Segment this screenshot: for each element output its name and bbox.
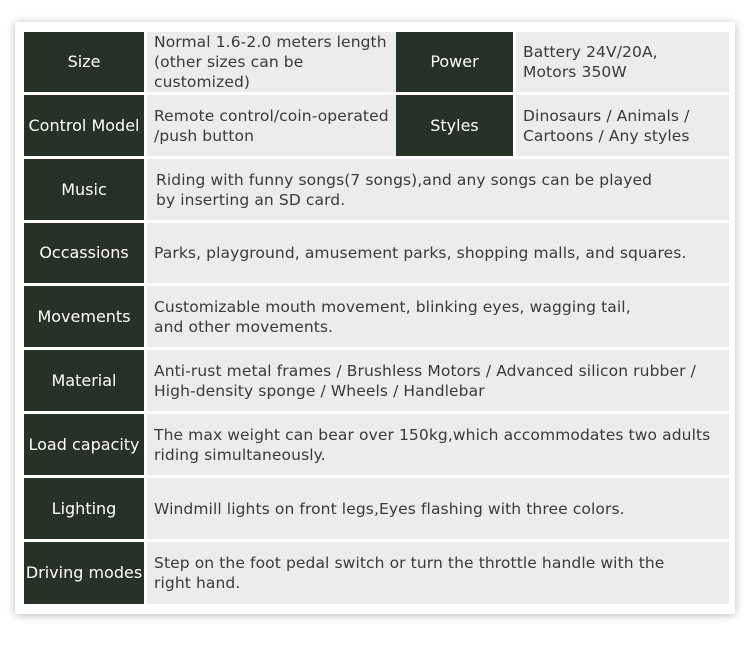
value-line: Motors 350W <box>523 63 627 81</box>
value-material <box>147 350 729 411</box>
label-text: Size <box>67 52 101 71</box>
value-line: Normal 1.6-2.0 meters length <box>154 33 387 51</box>
label-material <box>24 350 144 411</box>
label-text: Power <box>430 52 479 71</box>
value-line: Parks, playground, amusement parks, shopping malls, and squares. <box>154 244 687 262</box>
value-line: Remote control/coin-operated <box>154 106 389 125</box>
value-line: Battery 24V/20A, <box>523 43 658 61</box>
value-line: /push button <box>154 126 255 145</box>
label-text: Styles <box>430 115 479 135</box>
spec-row-size-power <box>24 32 729 92</box>
value-line: Step on the foot pedal switch or turn the throttle handle with the <box>154 554 665 572</box>
spec-row-material <box>24 350 729 411</box>
spec-row-driving-modes <box>24 542 729 604</box>
spec-row-movements <box>24 286 729 347</box>
value-line: Anti-rust metal frames / Brushless Motors / Advanced silicon rubber / <box>154 361 696 380</box>
spec-row-lighting <box>24 478 729 539</box>
value-occassions <box>147 223 729 283</box>
value-line: (other sizes can be customized) <box>154 53 304 91</box>
value-line: right hand. <box>154 574 241 592</box>
value-load-capacity <box>147 414 729 475</box>
label-text: Music <box>61 179 107 199</box>
value-styles <box>516 95 729 156</box>
label-styles <box>396 95 513 156</box>
value-music <box>147 159 729 220</box>
value-line: Customizable mouth movement, blinking eyes, wagging tail, <box>154 297 631 316</box>
label-text: Load <box>28 434 67 454</box>
label-text: capacity <box>71 434 140 454</box>
value-line: Cartoons / Any styles <box>523 126 690 145</box>
label-power <box>396 32 513 92</box>
label-text: Occassions <box>39 243 129 262</box>
value-driving-modes <box>147 542 729 604</box>
spec-row-control-styles <box>24 95 729 156</box>
label-control-model <box>24 95 144 156</box>
label-text: Model <box>91 115 140 135</box>
label-text: Material <box>51 370 117 390</box>
label-text: Lighting <box>51 498 117 518</box>
spec-row-music <box>24 159 729 220</box>
value-line: Dinosaurs / Animals / <box>523 106 690 125</box>
value-line: High-density sponge / Wheels / Handlebar <box>154 381 485 400</box>
label-text: Driving <box>25 563 84 582</box>
label-occassions <box>24 223 144 283</box>
label-music <box>24 159 144 220</box>
value-size <box>147 32 398 92</box>
label-driving-modes <box>24 542 144 604</box>
value-line: Windmill lights on front legs,Eyes flashing with three colors. <box>154 499 625 518</box>
value-power <box>516 32 729 92</box>
spec-row-load-capacity <box>24 414 729 475</box>
label-movements <box>24 286 144 347</box>
label-text: modes <box>88 563 143 582</box>
label-load-capacity <box>24 414 144 475</box>
value-line: by inserting an SD card. <box>156 190 346 209</box>
label-lighting <box>24 478 144 539</box>
value-lighting <box>147 478 729 539</box>
value-line: The max weight can bear over 150kg,which accommodates two adults <box>154 425 711 444</box>
label-size <box>24 32 144 92</box>
value-control-model <box>147 95 398 156</box>
label-text: Movements <box>37 306 131 326</box>
label-text: Control <box>28 115 87 135</box>
value-movements <box>147 286 729 347</box>
value-line: and other movements. <box>154 317 334 336</box>
value-line: riding simultaneously. <box>154 445 326 464</box>
value-line: Riding with funny songs(7 songs),and any songs can be played <box>156 170 653 189</box>
spec-row-occassions <box>24 223 729 283</box>
